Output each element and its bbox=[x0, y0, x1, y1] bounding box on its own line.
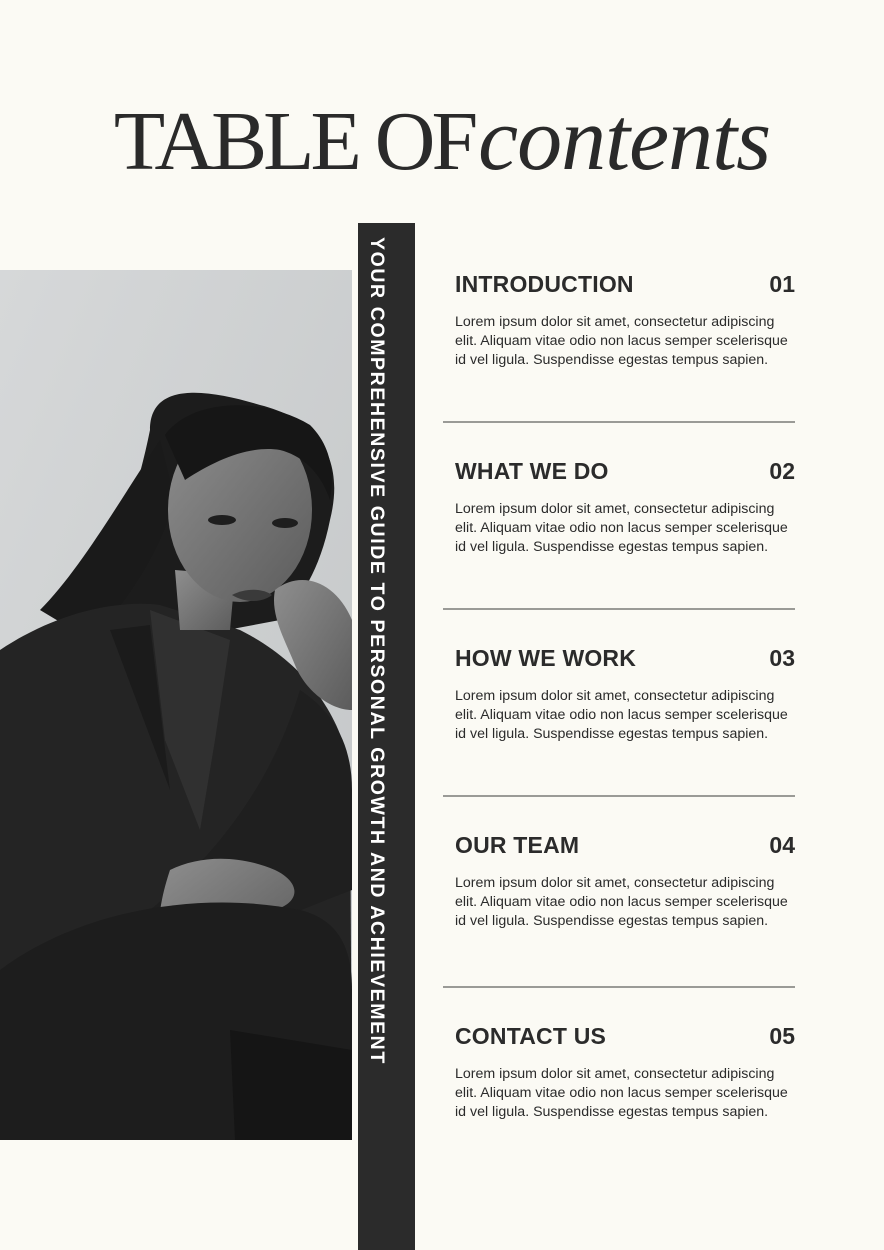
entry-head bbox=[443, 832, 795, 862]
entry-title: INTRODUCTION bbox=[455, 271, 634, 297]
divider bbox=[443, 795, 795, 797]
entry-title: HOW WE WORK bbox=[455, 645, 637, 671]
title-italic: contents bbox=[478, 90, 771, 189]
divider bbox=[443, 421, 795, 423]
entry-number: 05 bbox=[769, 1023, 795, 1049]
entry-head bbox=[443, 645, 795, 675]
vertical-banner bbox=[358, 223, 415, 1250]
toc-entry-what-we-do[interactable] bbox=[443, 458, 795, 555]
title-caps: TABLE OF bbox=[113, 95, 475, 188]
toc-entry-introduction[interactable] bbox=[443, 271, 795, 368]
portrait-photo bbox=[0, 270, 352, 1140]
entry-title: CONTACT US bbox=[455, 1023, 607, 1049]
toc-entry-contact-us[interactable] bbox=[443, 1023, 795, 1120]
entry-title: OUR TEAM bbox=[455, 832, 580, 858]
banner-text: YOUR COMPREHENSIVE GUIDE TO PERSONAL GROWTH AND ACHIEVEMENT bbox=[366, 237, 388, 1065]
entry-number: 04 bbox=[769, 832, 795, 858]
entry-head bbox=[443, 1023, 795, 1053]
entry-body: Lorem ipsum dolor sit amet, consectetur adipiscing elit. Aliquam vitae odio non lacus semper scelerisque id vel ligula. Suspendisse egestas tempus sapien. bbox=[455, 1066, 788, 1120]
entry-number: 03 bbox=[769, 645, 795, 671]
entry-body: Lorem ipsum dolor sit amet, consectetur adipiscing elit. Aliquam vitae odio non lacus semper scelerisque id vel ligula. Suspendisse egestas tempus sapien. bbox=[455, 688, 788, 742]
entry-title: WHAT WE DO bbox=[455, 458, 609, 484]
toc-entry-our-team[interactable] bbox=[443, 832, 795, 929]
divider bbox=[443, 608, 795, 610]
entry-number: 02 bbox=[769, 458, 795, 484]
page-title bbox=[0, 88, 884, 188]
toc-entry-how-we-work[interactable] bbox=[443, 645, 795, 742]
entry-number: 01 bbox=[769, 271, 795, 297]
entry-head bbox=[443, 271, 795, 301]
entry-body: Lorem ipsum dolor sit amet, consectetur adipiscing elit. Aliquam vitae odio non lacus semper scelerisque id vel ligula. Suspendisse egestas tempus sapien. bbox=[455, 875, 788, 929]
portrait-illustration bbox=[0, 270, 352, 1140]
entry-body: Lorem ipsum dolor sit amet, consectetur adipiscing elit. Aliquam vitae odio non lacus semper scelerisque id vel ligula. Suspendisse egestas tempus sapien. bbox=[455, 501, 788, 555]
divider bbox=[443, 986, 795, 988]
entry-body: Lorem ipsum dolor sit amet, consectetur adipiscing elit. Aliquam vitae odio non lacus semper scelerisque id vel ligula. Suspendisse egestas tempus sapien. bbox=[455, 314, 788, 368]
entry-head bbox=[443, 458, 795, 488]
